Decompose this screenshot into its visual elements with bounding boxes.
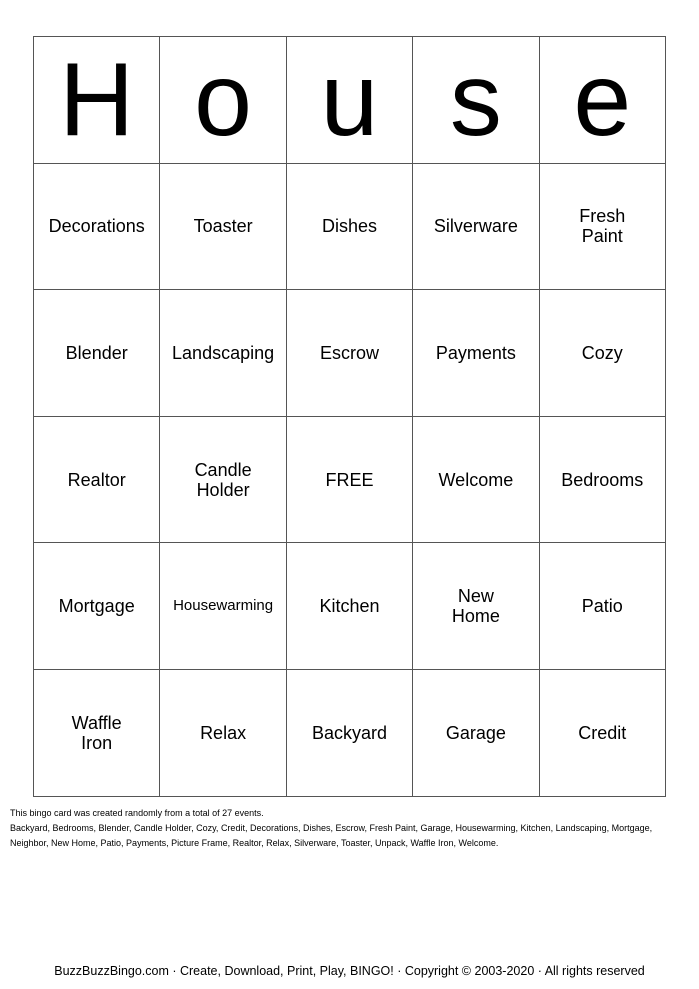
footer-copyright: BuzzBuzzBingo.com · Create, Download, Print, Play, BINGO! · Copyright © 2003-2020 · All rights reserved [54, 964, 645, 978]
card-cell: Fresh Paint [539, 163, 665, 290]
card-row-5 [34, 669, 666, 796]
card-cell: Welcome [413, 416, 539, 543]
card-cell: Landscaping [160, 290, 286, 417]
card-row-1 [34, 163, 666, 290]
header-letter-u: u [286, 37, 412, 164]
info-summary: This bingo card was created randomly from a total of 27 events. [10, 808, 264, 818]
header-letter-s: s [413, 37, 539, 164]
card-cell: Toaster [160, 163, 286, 290]
card-cell: Candle Holder [160, 416, 286, 543]
header-letter-e: e [539, 37, 665, 164]
card-cell: Decorations [34, 163, 160, 290]
card-row-4 [34, 543, 666, 670]
card-cell: Housewarming [160, 543, 286, 670]
card-cell: Kitchen [286, 543, 412, 670]
card-cell: Bedrooms [539, 416, 665, 543]
bingo-card [33, 36, 666, 797]
card-cell: Garage [413, 669, 539, 796]
header-letter-o: o [160, 37, 286, 164]
card-cell: Credit [539, 669, 665, 796]
card-cell: Payments [413, 290, 539, 417]
card-row-3 [34, 416, 666, 543]
card-cell: Silverware [413, 163, 539, 290]
card-cell: Mortgage [34, 543, 160, 670]
card-info [10, 806, 694, 851]
info-event-list-continued: Neighbor, New Home, Patio, Payments, Picture Frame, Realtor, Relax, Silverware, Toaster, Unpack, Waffle Iron, Welcome. [10, 838, 499, 848]
header-row [34, 37, 666, 164]
card-cell: Escrow [286, 290, 412, 417]
card-cell: Dishes [286, 163, 412, 290]
free-space-cell: FREE [286, 416, 412, 543]
card-cell: Relax [160, 669, 286, 796]
card-cell: Blender [34, 290, 160, 417]
card-row-2 [34, 290, 666, 417]
header-letter-h: H [34, 37, 160, 164]
card-cell: Waffle Iron [34, 669, 160, 796]
card-cell: Backyard [286, 669, 412, 796]
card-cell: Patio [539, 543, 665, 670]
card-cell: Cozy [539, 290, 665, 417]
card-cell: New Home [413, 543, 539, 670]
card-cell: Realtor [34, 416, 160, 543]
info-event-list: Backyard, Bedrooms, Blender, Candle Holder, Cozy, Credit, Decorations, Dishes, Escrow, Fresh Paint, Garage, Housewarming, Kitchen, Landscaping, Mortgage, [10, 823, 653, 833]
